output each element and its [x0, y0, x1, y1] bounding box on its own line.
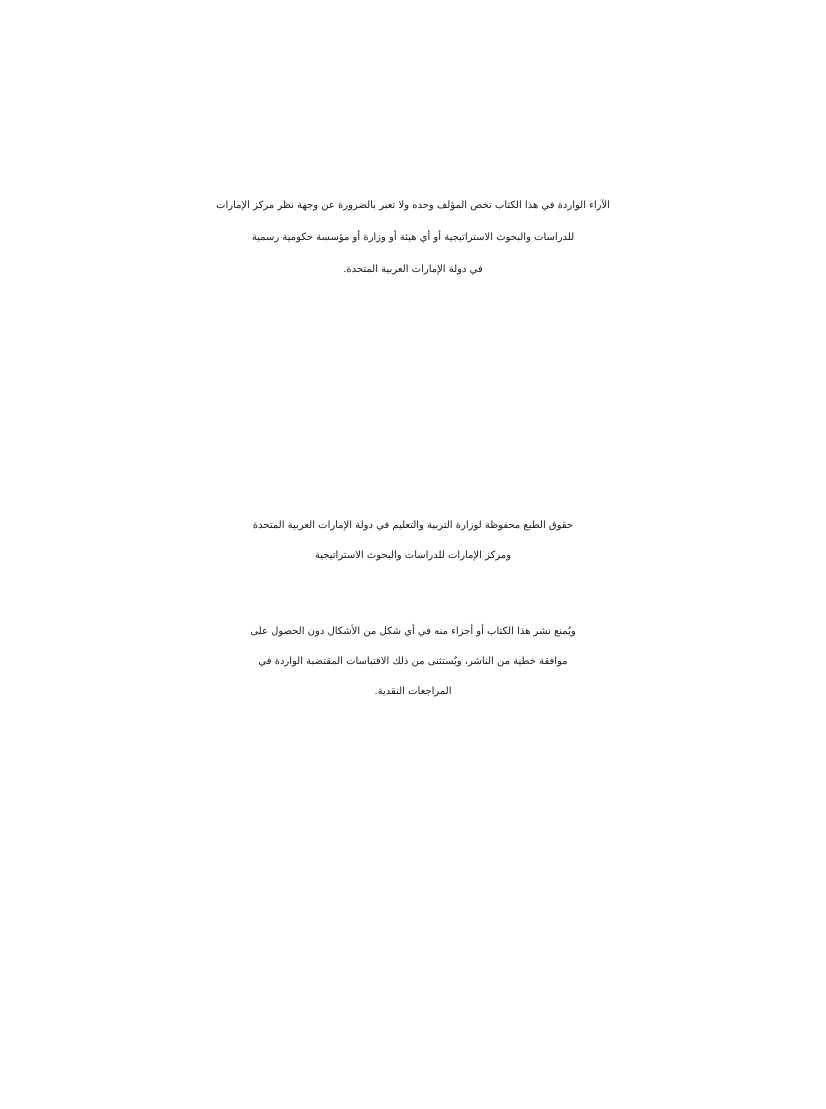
- disclaimer-line-3: في دولة الإمارات العربية المتحدة.: [343, 264, 483, 275]
- copyright-line-2: ومركز الإمارات للدراسات والبحوث الاستراتيجية: [314, 550, 512, 561]
- restriction-line-3: المراجعات النقدية.: [374, 686, 452, 697]
- disclaimer-line-1: الآراء الواردة في هذا الكتاب تخص المؤلف وحده ولا تعبر بالضرورة عن وجهة نظر مركز الإمارات: [216, 200, 610, 211]
- copyright-notice: [0, 511, 826, 571]
- reproduction-restriction: [0, 617, 826, 707]
- disclaimer-line-2: للدراسات والبحوث الاستراتيجية أو أي هيئة أو وزارة أو مؤسسة حكومية رسمية: [251, 232, 575, 243]
- disclaimer-paragraph: [0, 190, 826, 286]
- copyright-line-1: حقوق الطبع محفوظة لوزارة التربية والتعليم في دولة الإمارات العربية المتحدة: [252, 520, 574, 531]
- restriction-line-1: ويُمنع نشر هذا الكتاب أو أجزاء منه في أي شكل من الأشكال دون الحصول على: [250, 626, 576, 637]
- restriction-line-2: موافقة خطية من الناشر، ويُستثنى من ذلك الاقتباسات المقتضبة الواردة في: [258, 656, 568, 667]
